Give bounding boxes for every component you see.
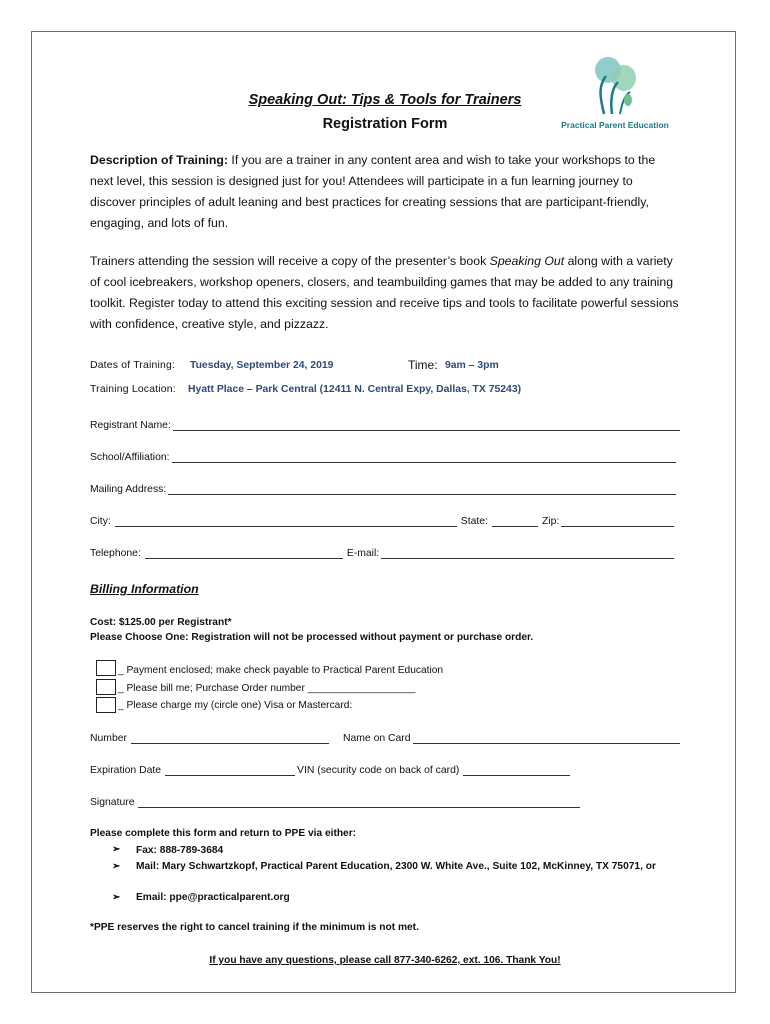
mailing-field[interactable] [168, 484, 676, 495]
form-title: Speaking Out: Tips & Tools for Trainers [248, 92, 522, 108]
charge-card-checkbox[interactable] [96, 697, 116, 713]
para2-post: along with a variety of cool icebreakers, workshop openers, closers, and teambuilding games that may be added to any training toolkit. Register today to attend this exciting session and receive tips and tools to facilitate powerful sessions with confidence, creative style, and pizzazz. [90, 254, 679, 331]
description-text: If you are a trainer in any content area and wish to take your workshops to the next level, this session is designed just for you! Attendees will participate in a fun learning journey to discover principles of adult leaning and best practices for creating sessions that are participant-friendly, engaging, and lots of fun. [90, 153, 656, 230]
time-label: Time: [408, 358, 438, 372]
cost-text: Cost: $125.00 per Registrant* [90, 617, 232, 628]
expiration-label: Expiration Date [90, 765, 162, 776]
number-label: Number [90, 733, 127, 744]
form-subtitle: Registration Form [322, 116, 448, 132]
bullet-icon: ➢ [112, 861, 121, 872]
registrant-row [90, 420, 680, 431]
registrant-label: Registrant Name: [90, 420, 171, 431]
signature-label: Signature [90, 797, 135, 808]
expiration-field[interactable] [165, 765, 295, 776]
school-row [90, 452, 676, 463]
bullet-icon: ➢ [112, 844, 121, 855]
vin-label: VIN (security code on back of card) [297, 765, 460, 776]
para2-pre: Trainers attending the session will receive a copy of the presenter’s book [90, 254, 490, 268]
city-row [90, 516, 674, 527]
description-paragraph [90, 150, 680, 234]
email-field[interactable] [381, 548, 674, 559]
bill-me-checkbox[interactable] [96, 679, 116, 695]
telephone-label: Telephone: [90, 548, 141, 559]
logo-text: Practical Parent Education [561, 120, 669, 130]
return-heading: Please complete this form and return to PPE via either: [90, 828, 357, 839]
mail-item: Mail: Mary Schwartzkopf, Practical Parent Education, 2300 W. White Ave., Suite 102, McKinney, TX 75071, or [136, 861, 656, 872]
state-label: State: [460, 516, 488, 527]
registrant-field[interactable] [173, 420, 680, 431]
contact-text: If you have any questions, please call 877-340-6262, ext. 106. Thank You! [209, 955, 561, 966]
choose-text: Please Choose One: Registration will not be processed without payment or purchase order. [90, 632, 534, 643]
location-value: Hyatt Place – Park Central (12411 N. Central Expy, Dallas, TX 75243) [188, 384, 522, 395]
name-on-card-label: Name on Card [342, 733, 411, 744]
dates-label: Dates of Training: [90, 360, 176, 371]
expiration-row [90, 765, 570, 776]
payment-enclosed-checkbox[interactable] [96, 660, 116, 676]
school-field[interactable] [172, 452, 676, 463]
description-paragraph-2 [90, 251, 680, 335]
dates-value: Tuesday, September 24, 2019 [190, 360, 334, 371]
fax-item: Fax: 888-789-3684 [136, 845, 224, 856]
tree-icon [560, 52, 670, 118]
school-label: School/Affiliation: [90, 452, 170, 463]
charge-card-label: _ Please charge my (circle one) Visa or Mastercard: [118, 700, 353, 711]
bullet-icon: ➢ [112, 892, 121, 903]
vin-field[interactable] [463, 765, 570, 776]
mailing-row [90, 484, 676, 495]
signature-field[interactable] [138, 797, 580, 808]
state-field[interactable] [492, 516, 538, 527]
time-value: 9am – 3pm [445, 360, 499, 371]
card-number-field[interactable] [131, 733, 329, 744]
signature-row [90, 797, 580, 808]
telephone-field[interactable] [145, 548, 343, 559]
telephone-row [90, 548, 674, 559]
book-title: Speaking Out [489, 254, 565, 268]
cancel-note: *PPE reserves the right to cancel training if the minimum is not met. [90, 922, 419, 933]
location-label: Training Location: [90, 384, 176, 395]
email-label: E-mail: [346, 548, 380, 559]
payment-enclosed-label: _ Payment enclosed; make check payable to Practical Parent Education [118, 665, 444, 676]
name-on-card-field[interactable] [413, 733, 680, 744]
zip-field[interactable] [561, 516, 674, 527]
zip-label: Zip: [541, 516, 560, 527]
billing-heading: Billing Information [90, 582, 199, 596]
card-number-row [90, 733, 680, 744]
city-label: City: [90, 516, 111, 527]
email-item: Email: ppe@practicalparent.org [136, 892, 290, 903]
city-field[interactable] [115, 516, 457, 527]
mailing-label: Mailing Address: [90, 484, 167, 495]
description-label: Description of Training: [90, 153, 229, 167]
bill-me-label: _ Please bill me; Purchase Order number ___________________ [118, 683, 416, 694]
